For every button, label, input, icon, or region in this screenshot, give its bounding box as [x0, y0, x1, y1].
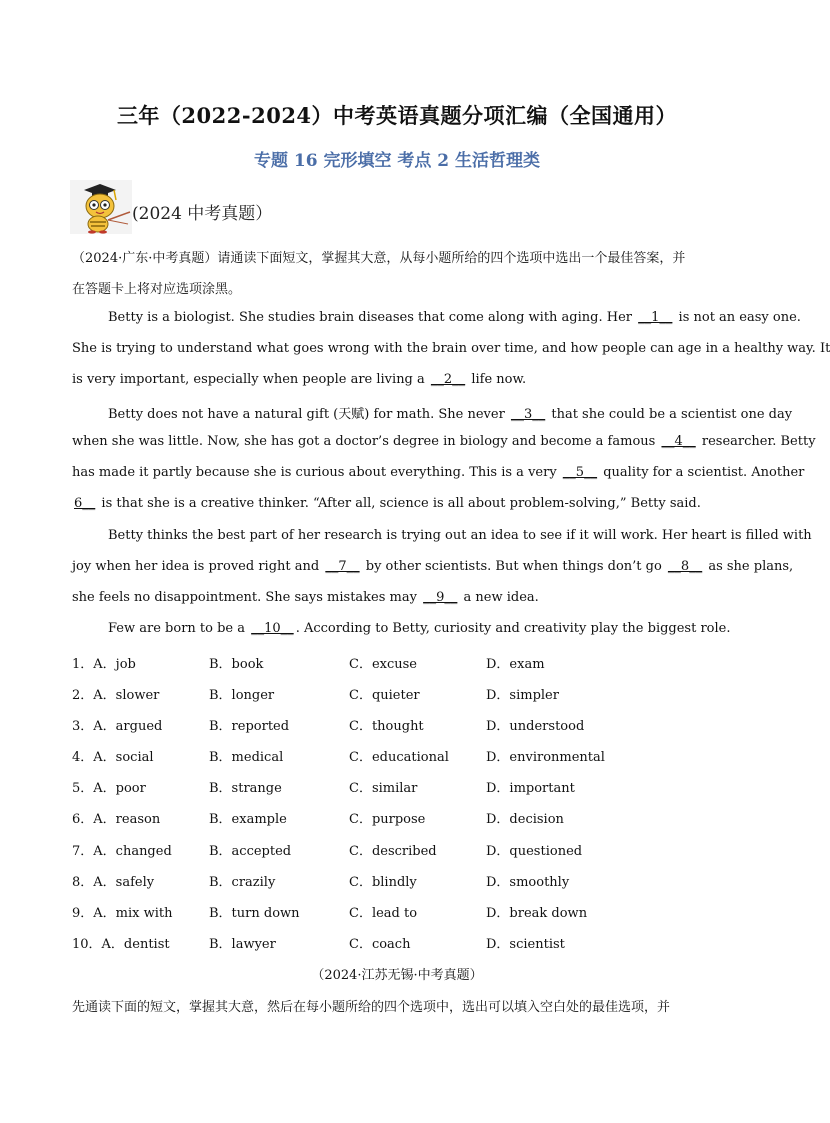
- question-row: [72, 808, 722, 828]
- blank-10: __10__: [251, 621, 294, 636]
- option-a[interactable]: 4．A．social: [72, 750, 154, 765]
- question-row: [72, 746, 722, 766]
- option-b[interactable]: B．turn down: [209, 906, 300, 921]
- p1-text: is not an easy one.: [674, 310, 801, 325]
- p2-line4: [72, 496, 724, 511]
- p4-text: Few are born to be a: [108, 621, 250, 636]
- p2-text: Betty does not have a natural gift (天赋) for math. She never: [108, 407, 509, 422]
- option-b[interactable]: B．medical: [209, 750, 284, 765]
- option-d[interactable]: D．simpler: [486, 688, 559, 703]
- p3-text: as she plans,: [704, 559, 794, 574]
- p3-line1: Betty thinks the best part of her research is trying out an idea to see if it will work. Her heart is filled with: [108, 528, 812, 543]
- blank-5: __5__: [562, 465, 598, 480]
- option-b[interactable]: B．crazily: [209, 875, 276, 890]
- option-d[interactable]: D．exam: [486, 657, 545, 672]
- question-row: [72, 684, 722, 704]
- passage1-source: （2024·广东·中考真题）请通读下面短文，掌握其大意，从每小题所给的四个选项中选出一个最佳答案，并: [72, 251, 686, 266]
- blank-8: __8__: [667, 559, 703, 574]
- option-b[interactable]: B．example: [209, 812, 287, 827]
- p3-text: joy when her idea is proved right and: [72, 559, 324, 574]
- option-d[interactable]: D．decision: [486, 812, 564, 827]
- blank-2: __2__: [430, 372, 466, 387]
- option-c[interactable]: C．quieter: [349, 688, 420, 703]
- blank-1: __1__: [638, 310, 673, 325]
- option-c[interactable]: C．thought: [349, 719, 424, 734]
- p2-text: is that she is a creative thinker. “After all, science is all about problem-solving,” Betty said.: [97, 496, 701, 511]
- question-row: [72, 840, 722, 860]
- p2-text: when she was little. Now, she has got a doctor’s degree in biology and become a famous: [72, 434, 660, 449]
- question-row: [72, 653, 722, 673]
- option-d[interactable]: D．smoothly: [486, 875, 570, 890]
- question-row: [72, 871, 722, 891]
- option-a[interactable]: 1．A．job: [72, 657, 136, 672]
- option-c[interactable]: C．blindly: [349, 875, 417, 890]
- option-a[interactable]: 7．A．changed: [72, 844, 172, 859]
- document-title: 三年（2022-2024）中考英语真题分项汇编（全国通用）: [116, 103, 678, 128]
- p3-text: by other scientists. But when things don’t go: [361, 559, 666, 574]
- p2-text: researcher. Betty: [697, 434, 816, 449]
- question-row: [72, 777, 722, 797]
- option-d[interactable]: D．understood: [486, 719, 585, 734]
- option-c[interactable]: C．excuse: [349, 657, 417, 672]
- option-a[interactable]: 2．A．slower: [72, 688, 160, 703]
- p4-text: . According to Betty, curiosity and creativity play the biggest role.: [295, 621, 731, 636]
- p3-text: a new idea.: [459, 590, 539, 605]
- option-b[interactable]: B．book: [209, 657, 264, 672]
- blank-7: __7__: [325, 559, 360, 574]
- question-row: [72, 715, 722, 735]
- blank-3: __3__: [510, 407, 546, 422]
- cartoon-bee-graduate-icon: [70, 180, 132, 234]
- option-b[interactable]: B．longer: [209, 688, 275, 703]
- option-c[interactable]: C．coach: [349, 937, 411, 952]
- blank-9: __9__: [423, 590, 458, 605]
- option-a[interactable]: 5．A．poor: [72, 781, 146, 796]
- option-c[interactable]: C．lead to: [349, 906, 418, 921]
- p1-line1: [108, 310, 801, 325]
- p2-text: that she could be a scientist one day: [547, 407, 793, 422]
- option-a[interactable]: 6．A．reason: [72, 812, 161, 827]
- option-b[interactable]: B．lawyer: [209, 937, 276, 952]
- p1-text: is very important, especially when people are living a: [72, 372, 429, 387]
- option-c[interactable]: C．purpose: [349, 812, 426, 827]
- option-d[interactable]: D．environmental: [486, 750, 605, 765]
- p1-line2: She is trying to understand what goes wrong with the brain over time, and how people can age in a healthy way. It: [72, 341, 830, 356]
- option-a[interactable]: 10．A．dentist: [72, 937, 170, 952]
- option-b[interactable]: B．reported: [209, 719, 290, 734]
- option-c[interactable]: C．described: [349, 844, 437, 859]
- p2-line3: [72, 465, 805, 480]
- passage1-source-cont: 在答题卡上将对应选项涂黑。: [72, 282, 242, 297]
- p3-line2: [72, 559, 794, 574]
- question-row: [72, 902, 722, 922]
- option-a[interactable]: 8．A．safely: [72, 875, 155, 890]
- p3-line3: [72, 590, 724, 605]
- option-d[interactable]: D．break down: [486, 906, 588, 921]
- year-tag: (2024 中考真题）: [132, 204, 273, 224]
- p3-text: she feels no disappointment. She says mistakes may: [72, 590, 422, 605]
- option-b[interactable]: B．accepted: [209, 844, 292, 859]
- option-c[interactable]: C．similar: [349, 781, 418, 796]
- passage2-source: （2024·江苏无锡·中考真题）: [311, 968, 483, 983]
- option-a[interactable]: 3．A．argued: [72, 719, 163, 734]
- p1-text: Betty is a biologist. She studies brain diseases that come along with aging. Her: [108, 310, 637, 325]
- option-b[interactable]: B．strange: [209, 781, 282, 796]
- blank-4: __4__: [661, 434, 696, 449]
- p2-text: quality for a scientist. Another: [599, 465, 805, 480]
- p1-line3: [72, 372, 724, 387]
- option-d[interactable]: D．important: [486, 781, 575, 796]
- option-d[interactable]: D．scientist: [486, 937, 565, 952]
- p2-line2: [72, 434, 816, 449]
- p1-text: life now.: [467, 372, 527, 387]
- p2-line1: [108, 403, 793, 422]
- document-subtitle: 专题 16 完形填空 考点 2 生活哲理类: [253, 151, 541, 171]
- option-d[interactable]: D．questioned: [486, 844, 583, 859]
- question-row: [72, 933, 722, 953]
- p2-text: has made it partly because she is curious about everything. This is a very: [72, 465, 561, 480]
- option-c[interactable]: C．educational: [349, 750, 449, 765]
- option-a[interactable]: 9．A．mix with: [72, 906, 173, 921]
- blank-6: 6__: [74, 496, 96, 511]
- passage2-intro: 先通读下面的短文，掌握其大意，然后在每小题所给的四个选项中，选出可以填入空白处的最佳选项，并: [72, 1000, 671, 1015]
- p4-line1: [108, 621, 731, 636]
